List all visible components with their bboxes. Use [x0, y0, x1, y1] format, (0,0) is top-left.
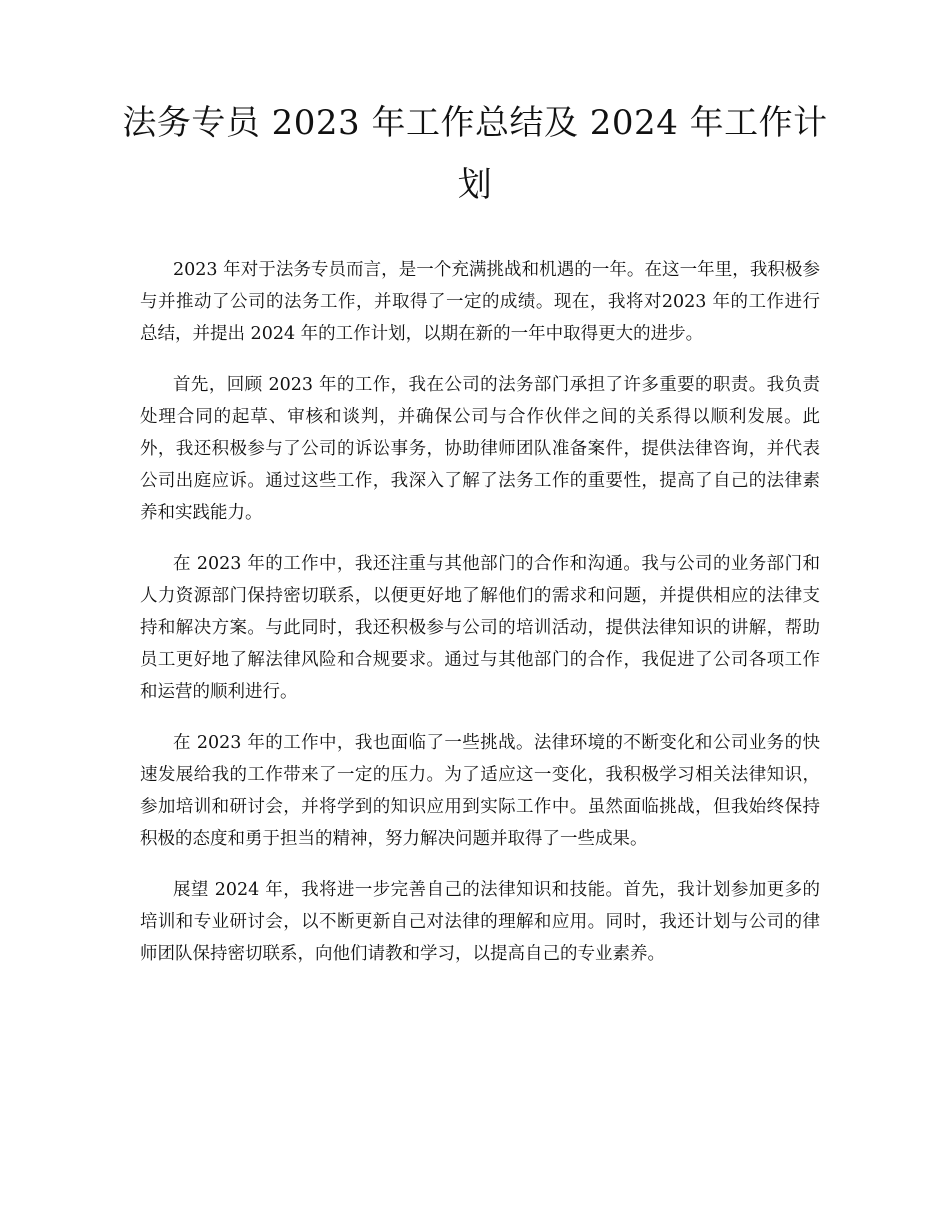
paragraph-5: 展望 2024 年，我将进一步完善自己的法律知识和技能。首先，我计划参加更多的培训和专业研讨会，以不断更新自己对法律的理解和应用。同时，我还计划与公司的律师团队保持密切联系，向他们请教和学习，以提高自己的专业素养。 — [140, 880, 820, 964]
paragraph-1: 2023 年对于法务专员而言，是一个充满挑战和机遇的一年。在这一年里，我积极参与并推动了公司的法务工作，并取得了一定的成绩。现在，我将对2023 年的工作进行总结，并提出 2024 年的工作计划，以期在新的一年中取得更大的进步。 — [140, 260, 820, 344]
paragraph-2: 首先，回顾 2023 年的工作，我在公司的法务部门承担了许多重要的职责。我负责处理合同的起草、审核和谈判，并确保公司与合作伙伴之间的关系得以顺利发展。此外，我还积极参与了公司的诉讼事务，协助律师团队准备案件，提供法律咨询，并代表公司出庭应诉。通过这些工作，我深入了解了法务工作的重要性，提高了自己的法律素养和实践能力。 — [140, 375, 820, 523]
document-body — [140, 254, 820, 989]
document-title: 法务专员 2023 年工作总结及 2024 年工作计划 — [122, 103, 828, 205]
paragraph-4: 在 2023 年的工作中，我也面临了一些挑战。法律环境的不断变化和公司业务的快速发展给我的工作带来了一定的压力。为了适应这一变化，我积极学习相关法律知识，参加培训和研讨会，并将学到的知识应用到实际工作中。虽然面临挑战，但我始终保持积极的态度和勇于担当的精神，努力解决问题并取得了一些成果。 — [140, 733, 820, 849]
paragraph-3: 在 2023 年的工作中，我还注重与其他部门的合作和沟通。我与公司的业务部门和人力资源部门保持密切联系，以便更好地了解他们的需求和问题，并提供相应的法律支持和解决方案。与此同时，我还积极参与公司的培训活动，提供法律知识的讲解，帮助员工更好地了解法律风险和合规要求。通过与其他部门的合作，我促进了公司各项工作和运营的顺利进行。 — [140, 554, 820, 702]
